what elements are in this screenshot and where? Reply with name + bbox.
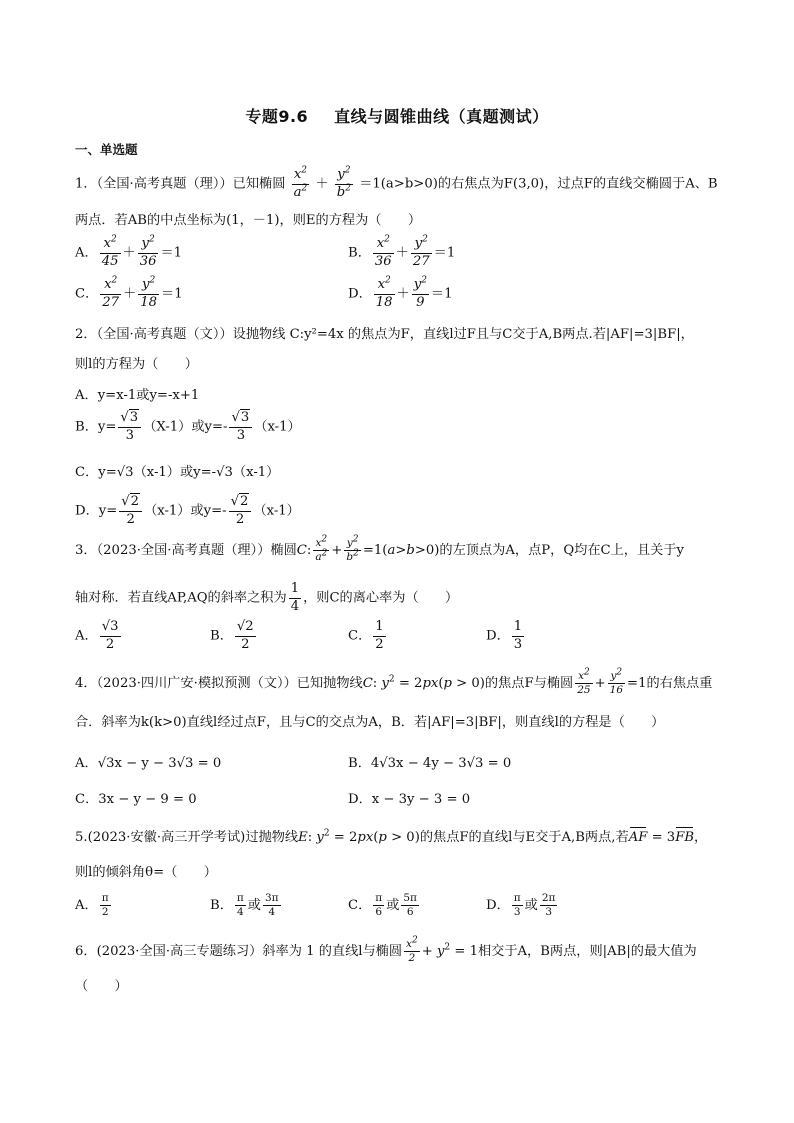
- question-4-stem-line2: 合．斜率为k(k>0)直线l经过点F，且与C的交点为A，B．若|AF|=3|BF|，则直线l的方程是（ ）: [75, 715, 665, 730]
- q5-option-b: B． $\frac{\pi}{4}$ 或 $\frac{3\pi}{4}$: [210, 892, 279, 919]
- question-6-stem-line2: （ ）: [75, 979, 128, 994]
- q3-option-c: C． $\frac{1}{2}$: [348, 619, 384, 652]
- question-1-stem-line2: 两点．若AB的中点坐标为(1，－1)，则E的方程为（ ）: [75, 213, 422, 228]
- q4-option-d: D．x − 3y − 3 = 0: [348, 792, 471, 807]
- q1-option-b: B． $\frac{x^2}{36}$ ＋ $\frac{y^2}{27}$ ＝1: [348, 234, 456, 269]
- q1-option-a: A． $\frac{x^2}{45}$ ＋ $\frac{y^2}{36}$ ＝1: [75, 234, 183, 269]
- question-5-stem: 5.(2023·安徽·高三开学考试)过抛物线E: $y^2 = 2px(p > 0)$的焦点F的直线l与E交于A,B两点,若AF = 3FB，: [75, 828, 708, 845]
- q3-option-a: A． $\frac{√3}{2}$: [75, 619, 119, 652]
- q1-option-d: D． $\frac{x^2}{18}$ ＋ $\frac{y^2}{9}$ ＝1: [348, 275, 453, 310]
- topic-name: 直线与圆锥曲线（真题测试）: [334, 107, 549, 126]
- q3-option-b: B． $\frac{√2}{2}$: [210, 619, 254, 652]
- q2-option-b: B．y= $\frac{√3}{3}$ （X-1）或y=- $\frac{√3}{3}$ （x-1）: [75, 410, 301, 443]
- question-4-stem: 4．（2023·四川广安·模拟预测（文））已知抛物线C: $y^2 = 2px(p > 0)$的焦点F与椭圆 $\frac{x2}{25}$ + $\frac{y2}{16}$ =1的右焦点重: [75, 667, 713, 697]
- topic-number: 专题9.6: [245, 107, 309, 126]
- section-heading: 一、单选题: [75, 142, 138, 157]
- question-3-stem: 3．（2023·全国·高考真题（理））椭圆C: $\frac{x2}{a2}$ + $\frac{y2}{b2}$ =1(a>b>0)的左顶点为A，点P，Q均在C上，且关于y: [75, 534, 684, 564]
- page-title: [0, 104, 794, 127]
- q2-option-d: D．y= $\frac{√2}{2}$ （x-1）或y=- $\frac{√2}{2}$ （x-1）: [75, 494, 300, 527]
- q1-option-c: C． $\frac{x^2}{27}$ ＋ $\frac{y^2}{18}$ ＝1: [75, 275, 183, 310]
- q2-option-a: A．y=x-1或y=-x+1: [75, 388, 200, 403]
- question-3-stem-line2: 轴对称．若直线AP,AQ的斜率之积为 $\frac{1}{4}$ ，则C的离心率为（ ）: [75, 581, 459, 614]
- question-6-stem: 6．(2023·全国·高三专题练习）斜率为 1 的直线l与椭圆 $\frac{x2}{2}$ + $y^2 = 1$相交于A，B两点，则|AB|的最大值为: [75, 935, 697, 965]
- q5-option-d: D． $\frac{\pi}{3}$ 或 $\frac{2\pi}{3}$: [486, 892, 556, 919]
- question-2-stem-line2: 则l的方程为（ ）: [75, 357, 198, 372]
- question-1-stem: 1．（全国·高考真题（理））已知椭圆 $\frac{x^2}{a^2}$ ＋ $\frac{y^2}{b^2}$ ＝1(a>b>0)的右焦点为F(3,0)，过点F的直线交椭圆于A、B: [75, 165, 718, 200]
- q4-option-c: C．3x − y − 9 = 0: [75, 792, 197, 807]
- q5-option-a: A． $\frac{\pi}{2}$: [75, 892, 109, 919]
- q2-option-c: C．y=√3（x-1）或y=-√3（x-1）: [75, 465, 280, 480]
- q5-option-c: C． $\frac{\pi}{6}$ 或 $\frac{5\pi}{6}$: [348, 892, 417, 919]
- question-2-stem: 2．（全国·高考真题（文））设抛物线 C:y²=4x 的焦点为F，直线l过F且与C交于A,B两点.若|AF|=3|BF|，: [75, 327, 694, 342]
- q4-option-a: A．√3x − y − 3√3 = 0: [75, 756, 222, 771]
- question-5-stem-line2: 则l的倾斜角θ=（ ）: [75, 865, 217, 880]
- q4-option-b: B．4√3x − 4y − 3√3 = 0: [348, 756, 512, 771]
- q3-option-d: D． $\frac{1}{3}$: [486, 619, 523, 652]
